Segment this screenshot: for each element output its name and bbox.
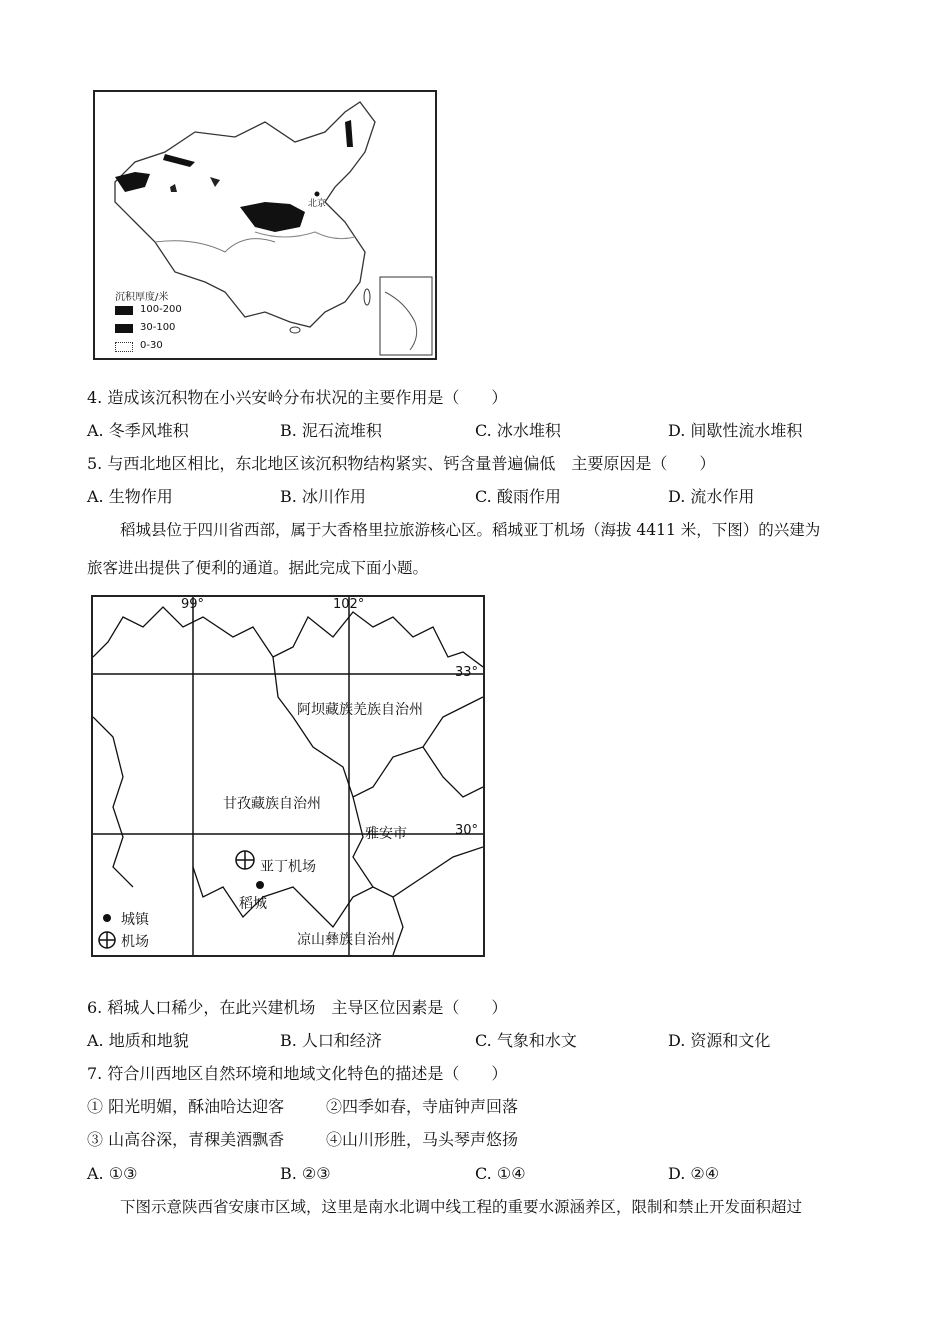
china-sediment-map xyxy=(93,90,437,360)
legend-swatch-100-200 xyxy=(115,306,133,315)
q7-statement-3: ③ 山高谷深，青稞美酒飘香 xyxy=(87,1130,285,1149)
q6-option-c[interactable]: C. 气象和水文 xyxy=(475,1031,577,1050)
q7-statement-1: ① 阳光明媚，酥油哈达迎客 xyxy=(87,1097,285,1116)
daocheng-town-dot xyxy=(256,881,264,889)
yading-airport-label: 亚丁机场 xyxy=(260,859,316,875)
q5-option-c[interactable]: C. 酸雨作用 xyxy=(475,487,561,506)
q7-statement-2: ②四季如春，寺庙钟声回落 xyxy=(326,1097,519,1116)
legend-swatch-0-30 xyxy=(115,342,133,352)
q7-option-b[interactable]: B. ②③ xyxy=(280,1164,331,1183)
ganzi-region-label: 甘孜藏族自治州 xyxy=(223,796,321,812)
q6-option-a[interactable]: A. 地质和地貌 xyxy=(87,1031,189,1050)
china-outline-drawing xyxy=(95,92,435,358)
lat-30-label: 30° xyxy=(455,823,479,838)
legend-airport-label: 机场 xyxy=(121,934,149,950)
q4-option-a[interactable]: A. 冬季风堆积 xyxy=(87,421,189,440)
q4-option-d[interactable]: D. 间歇性流水堆积 xyxy=(668,421,803,440)
lon-102-label: 102° xyxy=(333,597,365,612)
liangshan-region-label: 凉山彝族自治州 xyxy=(297,932,395,948)
q4-option-c[interactable]: C. 冰水堆积 xyxy=(475,421,561,440)
q7-option-a[interactable]: A. ①③ xyxy=(87,1164,138,1183)
intro-paragraph-line: 旅客进出提供了便利的通道。据此完成下面小题。 xyxy=(87,559,429,577)
legend-label: 30-100 xyxy=(140,322,176,333)
q7-option-c[interactable]: C. ①④ xyxy=(475,1164,526,1183)
daocheng-label: 稻城 xyxy=(239,896,267,912)
q6-option-d[interactable]: D. 资源和文化 xyxy=(668,1031,771,1050)
legend-town-label: 城镇 xyxy=(121,912,149,928)
question-6-stem: 6. 稻城人口稀少，在此兴建机场 主导区位因素是（ ） xyxy=(87,998,508,1017)
q5-option-d[interactable]: D. 流水作用 xyxy=(668,487,755,506)
q4-option-b[interactable]: B. 泥石流堆积 xyxy=(280,421,382,440)
q5-option-b[interactable]: B. 冰川作用 xyxy=(280,487,366,506)
beijing-label: 北京 xyxy=(308,199,327,209)
q7-option-d[interactable]: D. ②④ xyxy=(668,1164,720,1183)
lat-33-label: 33° xyxy=(455,665,479,680)
legend-label: 100-200 xyxy=(140,304,182,315)
intro-paragraph-line: 下图示意陕西省安康市区域，这里是南水北调中线工程的重要水源涵养区，限制和禁止开发面积超过 xyxy=(120,1198,803,1216)
q5-option-a[interactable]: A. 生物作用 xyxy=(87,487,173,506)
intro-paragraph-line: 稻城县位于四川省西部，属于大香格里拉旅游核心区。稻城亚丁机场（海拔 4411 米，下图）的兴建为 xyxy=(120,521,821,539)
aba-region-label: 阿坝藏族羌族自治州 xyxy=(297,702,423,718)
daocheng-airport-map xyxy=(91,595,485,957)
town-legend-icon xyxy=(103,914,111,922)
q6-option-b[interactable]: B. 人口和经济 xyxy=(280,1031,382,1050)
legend-title: 沉积厚度/米 xyxy=(115,292,169,303)
legend-label: 0-30 xyxy=(140,340,163,351)
question-4-stem: 4. 造成该沉积物在小兴安岭分布状况的主要作用是（ ） xyxy=(87,388,508,407)
question-5-stem: 5. 与西北地区相比，东北地区该沉积物结构紧实、钙含量普遍偏低 主要原因是（ ） xyxy=(87,454,716,473)
legend-swatch-30-100 xyxy=(115,324,133,333)
question-7-stem: 7. 符合川西地区自然环境和地域文化特色的描述是（ ） xyxy=(87,1064,508,1083)
lon-99-label: 99° xyxy=(181,597,205,612)
yaan-city-label: 雅安市 xyxy=(365,826,407,842)
q7-statement-4: ④山川形胜，马头琴声悠扬 xyxy=(326,1130,519,1149)
sichuan-west-map-drawing xyxy=(93,597,483,955)
